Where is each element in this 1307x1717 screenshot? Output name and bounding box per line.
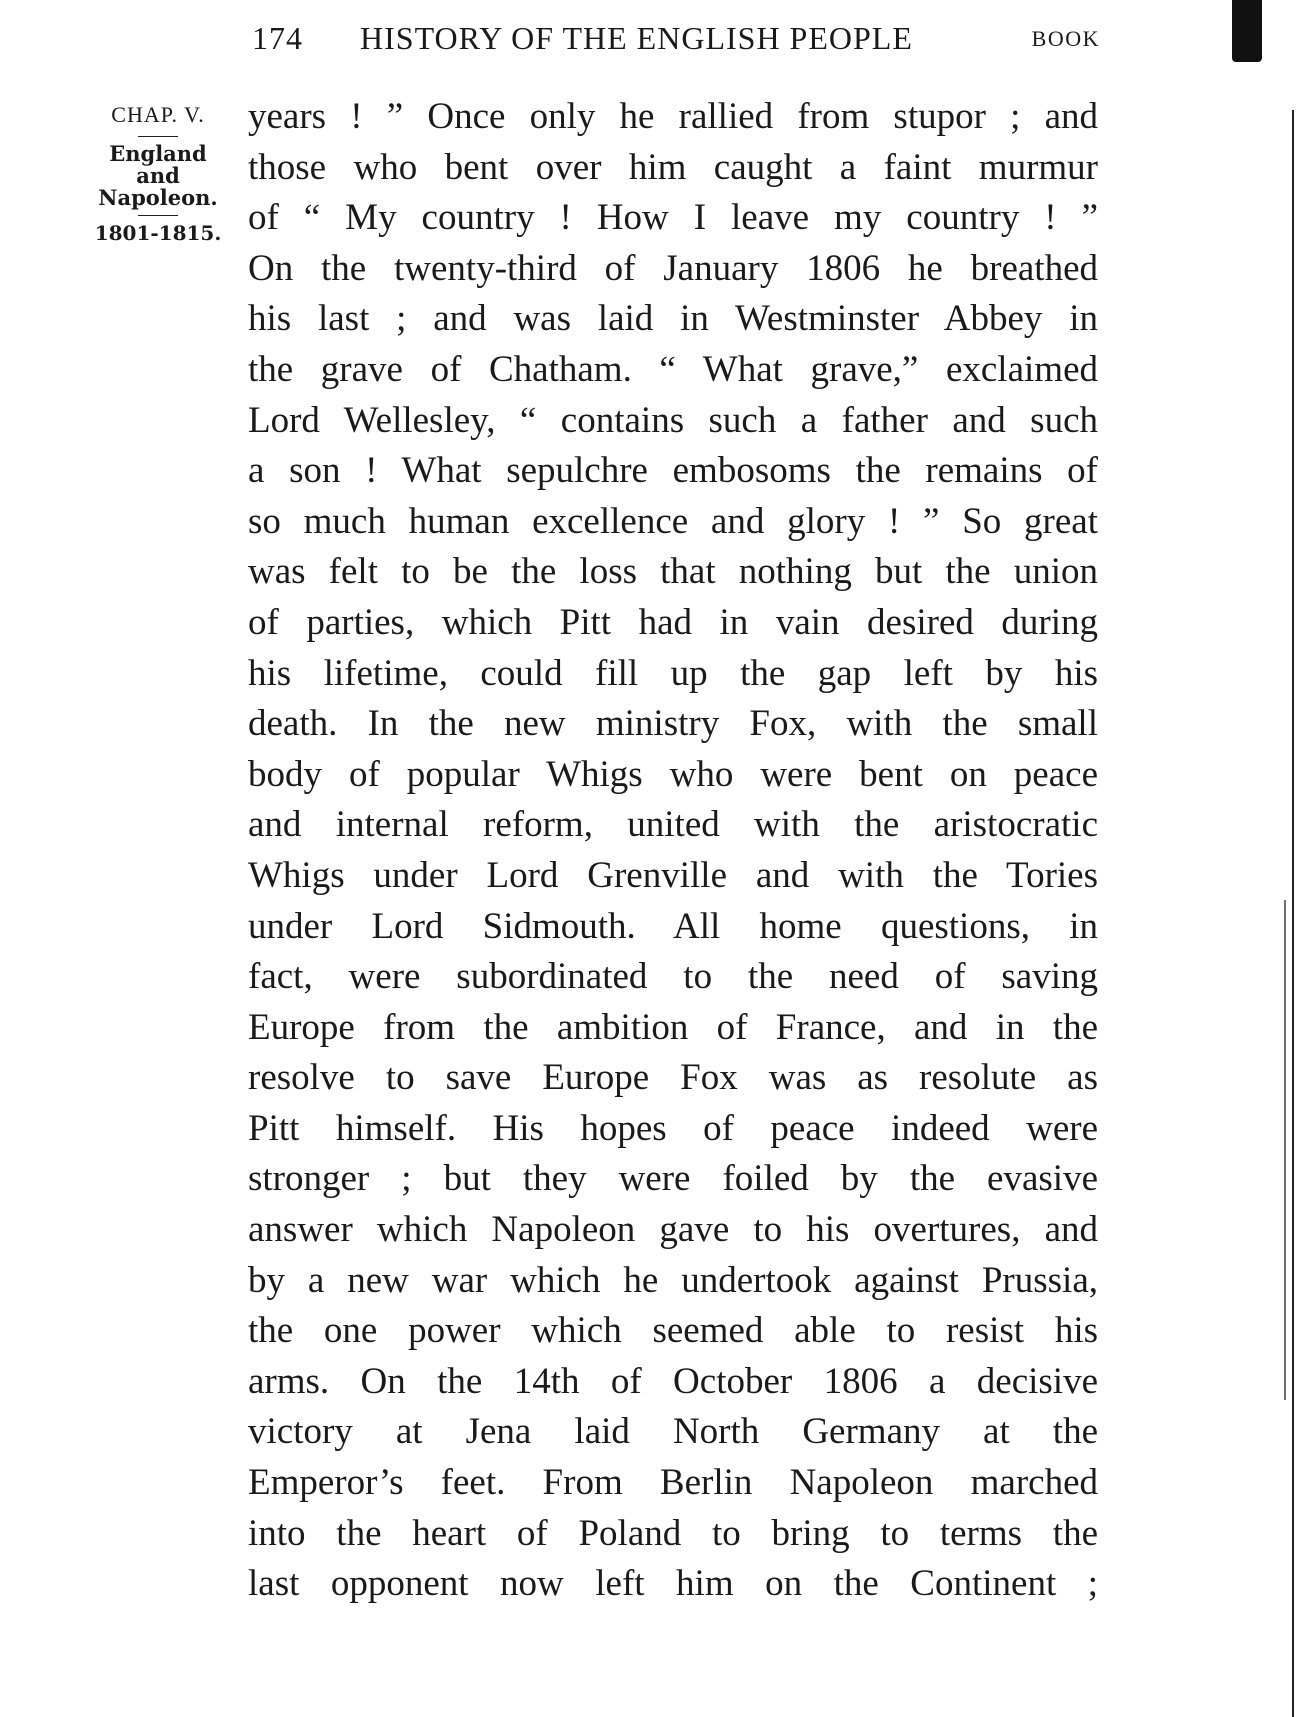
text-line: so much human excellence and glory ! ” So great (248, 500, 1098, 542)
text-line: Emperor’s feet. From Berlin Napoleon marched (248, 1462, 1098, 1504)
text-line: stronger ; but they were foiled by the evasive (248, 1158, 1098, 1200)
text-line: of parties, which Pitt had in vain desired during (248, 601, 1098, 643)
text-line: years ! ” Once only he rallied from stupor ; and (248, 96, 1098, 137)
scan-edge-line (1292, 110, 1294, 1717)
text-line: into the heart of Poland to bring to terms the (248, 1512, 1098, 1554)
text-line: those who bent over him caught a faint murmur (248, 146, 1098, 188)
body-text (248, 92, 1098, 1610)
page-number: 174 (252, 20, 303, 56)
scan-edge-mark (1232, 0, 1262, 62)
text-line: fact, were subordinated to the need of saving (248, 956, 1098, 998)
running-title: HISTORY OF THE ENGLISH PEOPLE (360, 20, 913, 56)
text-line: by a new war which he undertook against Prussia, (248, 1259, 1098, 1301)
margin-rule (138, 136, 178, 137)
text-line: his last ; and was laid in Westminster Abbey in (248, 298, 1098, 340)
text-line: Lord Wellesley, “ contains such a father and such (248, 399, 1098, 441)
margin-dates: 1801-1815. (94, 221, 222, 245)
margin-topic (88, 143, 228, 209)
margin-topic-line: Napoleon. (98, 185, 218, 210)
margin-topic-line: and (136, 163, 180, 188)
text-line: arms. On the 14th of October 1806 a decisive (248, 1360, 1098, 1402)
text-line: his lifetime, could fill up the gap left by his (248, 652, 1098, 694)
text-line: death. In the new ministry Fox, with the small (248, 703, 1098, 745)
book-label: BOOK (1031, 26, 1100, 51)
text-line: a son ! What sepulchre embosoms the remains of (248, 450, 1098, 492)
scan-edge-line (1284, 900, 1286, 1400)
chapter-label: CHAP. V. (111, 102, 205, 127)
text-line: victory at Jena laid North Germany at the (248, 1411, 1098, 1453)
text-line: under Lord Sidmouth. All home questions, in (248, 905, 1098, 947)
running-header (240, 20, 1100, 60)
text-line: Whigs under Lord Grenville and with the Tories (248, 854, 1098, 896)
text-line: of “ My country ! How I leave my country ! ” (248, 197, 1098, 239)
text-line: last opponent now left him on the Continent ; (248, 1563, 1098, 1605)
text-line: resolve to save Europe Fox was as resolute as (248, 1057, 1098, 1099)
text-line: and internal reform, united with the aristocratic (248, 804, 1098, 846)
text-line: answer which Napoleon gave to his overtures, and (248, 1209, 1098, 1251)
margin-rule (138, 215, 178, 216)
margin-topic-line: England (109, 141, 207, 166)
text-line: body of popular Whigs who were bent on peace (248, 753, 1098, 795)
text-line: Europe from the ambition of France, and in the (248, 1006, 1098, 1048)
text-line: the grave of Chatham. “ What grave,” exclaimed (248, 348, 1098, 390)
text-line: the one power which seemed able to resist his (248, 1310, 1098, 1352)
text-line: was felt to be the loss that nothing but the union (248, 551, 1098, 593)
text-line: Pitt himself. His hopes of peace indeed were (248, 1107, 1098, 1149)
text-line: On the twenty-third of January 1806 he breathed (248, 247, 1098, 289)
margin-notes (88, 104, 228, 244)
